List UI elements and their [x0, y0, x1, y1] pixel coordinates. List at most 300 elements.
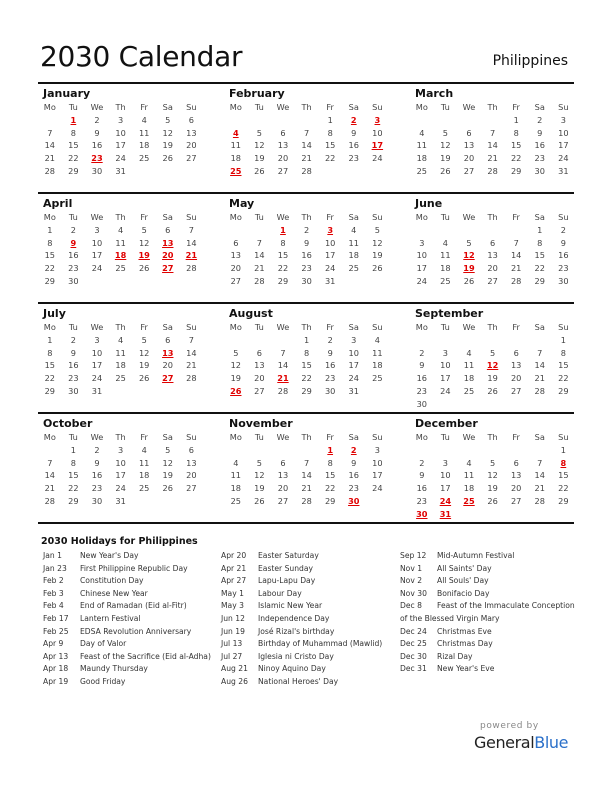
- day[interactable]: 28: [510, 275, 522, 286]
- day[interactable]: 12: [440, 140, 451, 151]
- holiday-day[interactable]: 1: [327, 444, 334, 455]
- day[interactable]: 13: [186, 457, 197, 468]
- day[interactable]: 15: [44, 360, 55, 371]
- holiday-day[interactable]: 2: [350, 444, 357, 455]
- day[interactable]: 11: [138, 457, 150, 468]
- day[interactable]: 30: [68, 385, 79, 396]
- day[interactable]: 15: [558, 360, 569, 371]
- day[interactable]: 25: [115, 263, 126, 274]
- day[interactable]: 13: [230, 250, 241, 261]
- day[interactable]: 3: [374, 444, 380, 455]
- day[interactable]: 18: [138, 470, 150, 481]
- day[interactable]: 29: [324, 495, 336, 506]
- day[interactable]: 10: [440, 470, 451, 481]
- day[interactable]: 1: [560, 334, 566, 345]
- brand-logo[interactable]: [474, 733, 568, 752]
- day[interactable]: 15: [324, 470, 336, 481]
- day[interactable]: 31: [324, 275, 336, 286]
- day[interactable]: 5: [165, 444, 171, 455]
- day[interactable]: 20: [186, 140, 197, 151]
- day[interactable]: 20: [487, 263, 498, 274]
- day[interactable]: 7: [188, 224, 194, 235]
- day[interactable]: 20: [510, 373, 522, 384]
- day[interactable]: 18: [372, 360, 383, 371]
- day[interactable]: 1: [47, 224, 53, 235]
- day[interactable]: 24: [115, 483, 126, 494]
- day[interactable]: 21: [186, 360, 197, 371]
- day[interactable]: 11: [440, 250, 451, 261]
- day[interactable]: 14: [44, 470, 55, 481]
- day[interactable]: 18: [463, 373, 475, 384]
- day[interactable]: 30: [91, 165, 103, 176]
- day[interactable]: 18: [138, 140, 150, 151]
- day[interactable]: 18: [230, 483, 241, 494]
- day[interactable]: 23: [348, 153, 359, 164]
- day[interactable]: 9: [560, 237, 566, 248]
- day[interactable]: 12: [254, 470, 265, 481]
- day[interactable]: 4: [141, 444, 147, 455]
- day[interactable]: 21: [44, 153, 55, 164]
- holiday-day[interactable]: 30: [416, 508, 428, 519]
- day[interactable]: 20: [162, 360, 173, 371]
- day[interactable]: 5: [442, 127, 448, 138]
- day[interactable]: 3: [117, 444, 124, 455]
- day[interactable]: 29: [510, 165, 522, 176]
- day[interactable]: 18: [440, 263, 451, 274]
- day[interactable]: 20: [463, 153, 475, 164]
- day[interactable]: 17: [115, 470, 126, 481]
- holiday-day[interactable]: 31: [439, 508, 452, 519]
- day[interactable]: 3: [117, 114, 124, 125]
- day[interactable]: 21: [510, 263, 522, 274]
- day[interactable]: 16: [416, 483, 427, 494]
- day[interactable]: 14: [277, 360, 289, 371]
- day[interactable]: 17: [440, 373, 451, 384]
- day[interactable]: 16: [301, 250, 312, 261]
- day[interactable]: 1: [327, 114, 333, 125]
- day[interactable]: 8: [327, 127, 333, 138]
- day[interactable]: 17: [324, 250, 336, 261]
- day[interactable]: 12: [254, 140, 265, 151]
- day[interactable]: 12: [138, 237, 150, 248]
- holiday-day[interactable]: 18: [114, 250, 127, 261]
- day[interactable]: 23: [91, 483, 103, 494]
- day[interactable]: 22: [534, 263, 545, 274]
- day[interactable]: 2: [70, 224, 76, 235]
- day[interactable]: 21: [487, 153, 498, 164]
- day[interactable]: 18: [230, 153, 241, 164]
- day[interactable]: 20: [186, 470, 197, 481]
- day[interactable]: 15: [301, 360, 312, 371]
- holiday-day[interactable]: 20: [162, 250, 174, 261]
- day[interactable]: 26: [372, 263, 383, 274]
- day[interactable]: 23: [324, 373, 336, 384]
- day[interactable]: 6: [188, 114, 194, 125]
- day[interactable]: 13: [463, 140, 475, 151]
- day[interactable]: 18: [463, 483, 475, 494]
- day[interactable]: 5: [141, 334, 147, 345]
- day[interactable]: 17: [348, 360, 359, 371]
- holiday-day[interactable]: 1: [70, 114, 77, 125]
- day[interactable]: 29: [68, 165, 79, 176]
- day[interactable]: 5: [165, 114, 171, 125]
- day[interactable]: 19: [254, 483, 265, 494]
- day[interactable]: 27: [510, 385, 522, 396]
- day[interactable]: 30: [534, 165, 545, 176]
- day[interactable]: 23: [348, 483, 359, 494]
- holiday-day[interactable]: 8: [560, 457, 567, 468]
- day[interactable]: 7: [303, 457, 310, 468]
- day[interactable]: 25: [230, 495, 241, 506]
- day[interactable]: 21: [301, 153, 312, 164]
- day[interactable]: 25: [348, 263, 359, 274]
- holiday-day[interactable]: 2: [350, 114, 357, 125]
- day[interactable]: 6: [233, 237, 239, 248]
- day[interactable]: 2: [537, 114, 543, 125]
- day[interactable]: 20: [254, 373, 265, 384]
- day[interactable]: 23: [416, 385, 427, 396]
- day[interactable]: 23: [534, 153, 545, 164]
- day[interactable]: 27: [254, 385, 265, 396]
- day[interactable]: 30: [68, 275, 79, 286]
- day[interactable]: 8: [70, 127, 76, 138]
- day[interactable]: 21: [254, 263, 265, 274]
- holiday-day[interactable]: 25: [230, 165, 242, 176]
- day[interactable]: 14: [44, 140, 55, 151]
- holiday-day[interactable]: 19: [138, 250, 150, 261]
- day[interactable]: 3: [94, 334, 100, 345]
- day[interactable]: 4: [117, 334, 124, 345]
- day[interactable]: 5: [233, 347, 239, 358]
- day[interactable]: 6: [256, 347, 262, 358]
- day[interactable]: 29: [301, 385, 312, 396]
- day[interactable]: 25: [463, 385, 475, 396]
- day[interactable]: 14: [510, 250, 522, 261]
- day[interactable]: 13: [487, 250, 498, 261]
- day[interactable]: 7: [280, 347, 286, 358]
- day[interactable]: 9: [94, 127, 100, 138]
- day[interactable]: 10: [440, 360, 451, 371]
- day[interactable]: 25: [372, 373, 383, 384]
- day[interactable]: 7: [489, 127, 496, 138]
- day[interactable]: 18: [348, 250, 359, 261]
- day[interactable]: 28: [44, 165, 55, 176]
- day[interactable]: 15: [510, 140, 522, 151]
- day[interactable]: 2: [327, 334, 333, 345]
- day[interactable]: 13: [186, 127, 197, 138]
- day[interactable]: 3: [560, 114, 566, 125]
- day[interactable]: 8: [513, 127, 519, 138]
- day[interactable]: 30: [324, 385, 336, 396]
- day[interactable]: 25: [416, 165, 427, 176]
- day[interactable]: 14: [186, 237, 197, 248]
- day[interactable]: 22: [44, 373, 55, 384]
- day[interactable]: 5: [466, 237, 472, 248]
- day[interactable]: 7: [303, 127, 310, 138]
- day[interactable]: 5: [489, 457, 496, 468]
- day[interactable]: 21: [44, 483, 55, 494]
- day[interactable]: 29: [44, 385, 55, 396]
- holiday-day[interactable]: 12: [486, 360, 499, 371]
- day[interactable]: 27: [487, 275, 498, 286]
- day[interactable]: 10: [372, 457, 383, 468]
- day[interactable]: 6: [513, 347, 519, 358]
- holiday-day[interactable]: 19: [463, 263, 475, 274]
- day[interactable]: 27: [186, 483, 197, 494]
- day[interactable]: 18: [115, 360, 126, 371]
- day[interactable]: 21: [534, 373, 545, 384]
- day[interactable]: 13: [277, 470, 289, 481]
- day[interactable]: 4: [233, 457, 239, 468]
- day[interactable]: 30: [558, 275, 569, 286]
- day[interactable]: 17: [115, 140, 126, 151]
- holiday-day[interactable]: 25: [463, 495, 475, 506]
- day[interactable]: 8: [327, 457, 333, 468]
- day[interactable]: 26: [487, 385, 498, 396]
- day[interactable]: 4: [466, 347, 472, 358]
- day[interactable]: 22: [510, 153, 522, 164]
- day[interactable]: 20: [277, 153, 289, 164]
- day[interactable]: 3: [419, 237, 425, 248]
- day[interactable]: 17: [372, 470, 383, 481]
- holiday-day[interactable]: 3: [327, 224, 334, 235]
- day[interactable]: 12: [230, 360, 241, 371]
- day[interactable]: 7: [537, 457, 543, 468]
- day[interactable]: 19: [254, 153, 265, 164]
- day[interactable]: 1: [303, 334, 310, 345]
- day[interactable]: 24: [348, 373, 359, 384]
- day[interactable]: 16: [558, 250, 569, 261]
- day[interactable]: 26: [138, 373, 150, 384]
- day[interactable]: 22: [558, 373, 569, 384]
- day[interactable]: 22: [68, 153, 79, 164]
- day[interactable]: 28: [487, 165, 498, 176]
- day[interactable]: 29: [68, 495, 79, 506]
- day[interactable]: 28: [534, 385, 545, 396]
- day[interactable]: 4: [141, 114, 147, 125]
- day[interactable]: 14: [254, 250, 265, 261]
- day[interactable]: 9: [70, 347, 76, 358]
- day[interactable]: 21: [301, 483, 312, 494]
- day[interactable]: 16: [68, 250, 79, 261]
- day[interactable]: 1: [47, 334, 53, 345]
- day[interactable]: 3: [442, 457, 448, 468]
- holiday-day[interactable]: 21: [185, 250, 198, 261]
- day[interactable]: 29: [44, 275, 55, 286]
- day[interactable]: 24: [372, 483, 383, 494]
- day[interactable]: 6: [280, 457, 286, 468]
- day[interactable]: 3: [351, 334, 357, 345]
- day[interactable]: 15: [44, 250, 55, 261]
- day[interactable]: 3: [94, 224, 100, 235]
- day[interactable]: 12: [372, 237, 383, 248]
- day[interactable]: 17: [558, 140, 569, 151]
- day[interactable]: 31: [558, 165, 569, 176]
- day[interactable]: 24: [372, 153, 383, 164]
- day[interactable]: 15: [277, 250, 289, 261]
- day[interactable]: 4: [466, 457, 472, 468]
- day[interactable]: 8: [70, 457, 76, 468]
- holiday-day[interactable]: 27: [162, 373, 174, 384]
- day[interactable]: 28: [277, 385, 289, 396]
- day[interactable]: 5: [489, 347, 496, 358]
- day[interactable]: 15: [324, 140, 336, 151]
- day[interactable]: 14: [186, 347, 197, 358]
- day[interactable]: 22: [324, 483, 336, 494]
- day[interactable]: 16: [416, 373, 427, 384]
- day[interactable]: 21: [534, 483, 545, 494]
- day[interactable]: 2: [560, 224, 566, 235]
- day[interactable]: 2: [303, 224, 310, 235]
- day[interactable]: 25: [440, 275, 451, 286]
- day[interactable]: 6: [280, 127, 286, 138]
- day[interactable]: 17: [440, 483, 451, 494]
- day[interactable]: 23: [416, 495, 427, 506]
- day[interactable]: 24: [416, 275, 427, 286]
- day[interactable]: 29: [558, 495, 569, 506]
- holiday-day[interactable]: 27: [162, 263, 174, 274]
- day[interactable]: 6: [165, 334, 171, 345]
- day[interactable]: 1: [537, 224, 543, 235]
- day[interactable]: 23: [68, 263, 79, 274]
- day[interactable]: 24: [91, 263, 103, 274]
- day[interactable]: 26: [254, 165, 265, 176]
- day[interactable]: 25: [115, 373, 126, 384]
- day[interactable]: 4: [351, 224, 357, 235]
- day[interactable]: 22: [301, 373, 312, 384]
- day[interactable]: 26: [487, 495, 498, 506]
- day[interactable]: 1: [513, 114, 519, 125]
- day[interactable]: 27: [463, 165, 475, 176]
- day[interactable]: 28: [254, 275, 265, 286]
- day[interactable]: 28: [301, 495, 312, 506]
- day[interactable]: 16: [348, 140, 359, 151]
- holiday-day[interactable]: 12: [463, 250, 475, 261]
- day[interactable]: 6: [513, 457, 519, 468]
- day[interactable]: 4: [374, 334, 380, 345]
- holiday-day[interactable]: 24: [439, 495, 452, 506]
- day[interactable]: 25: [138, 483, 150, 494]
- day[interactable]: 13: [510, 470, 522, 481]
- day[interactable]: 9: [419, 470, 425, 481]
- day[interactable]: 22: [68, 483, 79, 494]
- day[interactable]: 5: [374, 224, 380, 235]
- day[interactable]: 22: [558, 483, 569, 494]
- day[interactable]: 24: [115, 153, 126, 164]
- holiday-day[interactable]: 4: [232, 127, 239, 138]
- day[interactable]: 31: [348, 385, 359, 396]
- day[interactable]: 10: [324, 237, 336, 248]
- day[interactable]: 19: [138, 360, 150, 371]
- day[interactable]: 9: [351, 127, 357, 138]
- holiday-day[interactable]: 3: [374, 114, 381, 125]
- day[interactable]: 7: [188, 334, 194, 345]
- day[interactable]: 26: [440, 165, 451, 176]
- day[interactable]: 11: [463, 360, 475, 371]
- holiday-day[interactable]: 21: [277, 373, 289, 384]
- day[interactable]: 13: [277, 140, 289, 151]
- day[interactable]: 24: [91, 373, 103, 384]
- day[interactable]: 4: [419, 127, 425, 138]
- day[interactable]: 7: [256, 237, 262, 248]
- day[interactable]: 27: [510, 495, 522, 506]
- day[interactable]: 9: [303, 237, 310, 248]
- day[interactable]: 15: [534, 250, 545, 261]
- day[interactable]: 28: [301, 165, 312, 176]
- day[interactable]: 26: [463, 275, 475, 286]
- day[interactable]: 19: [162, 470, 173, 481]
- day[interactable]: 14: [534, 360, 545, 371]
- day[interactable]: 31: [115, 495, 126, 506]
- day[interactable]: 19: [372, 250, 383, 261]
- day[interactable]: 14: [301, 140, 312, 151]
- day[interactable]: 29: [534, 275, 545, 286]
- day[interactable]: 22: [324, 153, 336, 164]
- day[interactable]: 31: [91, 385, 103, 396]
- day[interactable]: 24: [440, 385, 451, 396]
- day[interactable]: 11: [230, 140, 241, 151]
- day[interactable]: 12: [138, 347, 150, 358]
- day[interactable]: 5: [141, 224, 147, 235]
- day[interactable]: 22: [277, 263, 289, 274]
- holiday-day[interactable]: 30: [348, 495, 360, 506]
- day[interactable]: 19: [487, 373, 498, 384]
- day[interactable]: 6: [466, 127, 472, 138]
- day[interactable]: 10: [115, 457, 126, 468]
- day[interactable]: 11: [463, 470, 475, 481]
- day[interactable]: 20: [230, 263, 241, 274]
- day[interactable]: 16: [348, 470, 359, 481]
- day[interactable]: 15: [68, 140, 79, 151]
- day[interactable]: 28: [534, 495, 545, 506]
- day[interactable]: 1: [560, 444, 566, 455]
- day[interactable]: 16: [324, 360, 336, 371]
- day[interactable]: 11: [138, 127, 150, 138]
- day[interactable]: 19: [230, 373, 241, 384]
- day[interactable]: 12: [487, 470, 498, 481]
- day[interactable]: 10: [91, 347, 103, 358]
- day[interactable]: 26: [138, 263, 150, 274]
- day[interactable]: 26: [254, 495, 265, 506]
- day[interactable]: 14: [301, 470, 312, 481]
- day[interactable]: 16: [91, 470, 103, 481]
- day[interactable]: 11: [115, 237, 126, 248]
- day[interactable]: 7: [47, 127, 53, 138]
- day[interactable]: 12: [162, 457, 173, 468]
- day[interactable]: 28: [186, 373, 197, 384]
- day[interactable]: 7: [47, 457, 53, 468]
- day[interactable]: 27: [277, 495, 289, 506]
- day[interactable]: 6: [165, 224, 171, 235]
- day[interactable]: 8: [47, 347, 53, 358]
- day[interactable]: 4: [442, 237, 448, 248]
- day[interactable]: 11: [416, 140, 427, 151]
- day[interactable]: 15: [558, 470, 569, 481]
- day[interactable]: 2: [94, 444, 100, 455]
- day[interactable]: 11: [230, 470, 241, 481]
- day[interactable]: 28: [44, 495, 55, 506]
- day[interactable]: 31: [115, 165, 126, 176]
- day[interactable]: 10: [558, 127, 569, 138]
- day[interactable]: 26: [162, 483, 173, 494]
- day[interactable]: 7: [513, 237, 519, 248]
- day[interactable]: 23: [558, 263, 569, 274]
- day[interactable]: 5: [256, 457, 262, 468]
- day[interactable]: 19: [440, 153, 451, 164]
- day[interactable]: 30: [91, 495, 103, 506]
- holiday-day[interactable]: 13: [162, 237, 174, 248]
- holiday-day[interactable]: 13: [162, 347, 174, 358]
